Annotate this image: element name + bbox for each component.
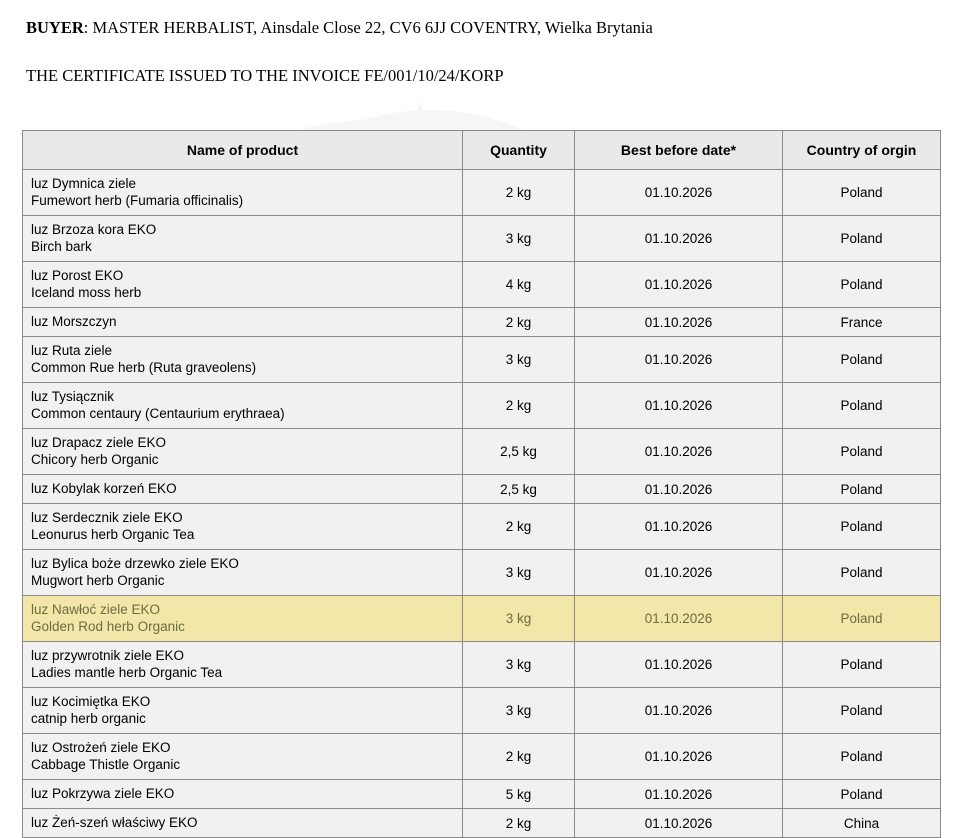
- cell-quantity: 2 kg: [463, 504, 575, 550]
- product-name-english: Golden Rod herb Organic: [31, 619, 185, 634]
- table-row: [23, 642, 941, 688]
- cell-best-before-date: 01.10.2026: [575, 170, 783, 216]
- cell-best-before-date: 01.10.2026: [575, 475, 783, 504]
- product-name-polish: luz Brzoza kora EKO: [31, 222, 157, 237]
- cell-best-before-date: 01.10.2026: [575, 262, 783, 308]
- product-name-polish: luz Pokrzywa ziele EKO: [31, 786, 175, 801]
- table-row: [23, 688, 941, 734]
- cell-product-name: [23, 429, 463, 475]
- product-name-polish: luz Drapacz ziele EKO: [31, 435, 167, 450]
- product-name-polish: luz Dymnica ziele: [31, 176, 137, 191]
- cell-best-before-date: 01.10.2026: [575, 216, 783, 262]
- product-name-english: Common centaury (Centaurium erythraea): [31, 406, 285, 421]
- cell-quantity: 5 kg: [463, 780, 575, 809]
- cell-product-name: [23, 308, 463, 337]
- table-row: [23, 734, 941, 780]
- product-name-polish: luz przywrotnik ziele EKO: [31, 648, 185, 663]
- cell-country-of-origin: Poland: [783, 596, 941, 642]
- cell-quantity: 4 kg: [463, 262, 575, 308]
- cell-product-name: [23, 809, 463, 838]
- product-name-polish: luz Kocimiętka EKO: [31, 694, 151, 709]
- cell-product-name: [23, 504, 463, 550]
- cell-country-of-origin: Poland: [783, 216, 941, 262]
- cell-product-name: [23, 337, 463, 383]
- cell-country-of-origin: Poland: [783, 475, 941, 504]
- cell-best-before-date: 01.10.2026: [575, 809, 783, 838]
- product-name-english: Fumewort herb (Fumaria officinalis): [31, 193, 244, 208]
- cell-product-name: [23, 262, 463, 308]
- cell-best-before-date: 01.10.2026: [575, 429, 783, 475]
- cell-best-before-date: 01.10.2026: [575, 383, 783, 429]
- cell-quantity: 2 kg: [463, 383, 575, 429]
- buyer-line: [26, 18, 942, 38]
- cell-quantity: 3 kg: [463, 337, 575, 383]
- column-header-quantity: Quantity: [463, 131, 575, 170]
- cell-best-before-date: 01.10.2026: [575, 550, 783, 596]
- buyer-details: : MASTER HERBALIST, Ainsdale Close 22, CV6 6JJ COVENTRY, Wielka Brytania: [83, 18, 653, 37]
- product-name-english: Cabbage Thistle Organic: [31, 757, 181, 772]
- cell-quantity: 3 kg: [463, 642, 575, 688]
- cell-best-before-date: 01.10.2026: [575, 337, 783, 383]
- table-row: [23, 383, 941, 429]
- buyer-label: BUYER: [26, 18, 84, 37]
- cell-quantity: 3 kg: [463, 550, 575, 596]
- column-header-best-before: Best before date*: [575, 131, 783, 170]
- column-header-name: Name of product: [23, 131, 463, 170]
- product-name-english: Leonurus herb Organic Tea: [31, 527, 195, 542]
- cell-best-before-date: 01.10.2026: [575, 734, 783, 780]
- cell-country-of-origin: France: [783, 308, 941, 337]
- product-name-polish: luz Kobylak korzeń EKO: [31, 481, 177, 496]
- cell-product-name: [23, 688, 463, 734]
- product-name-english: catnip herb organic: [31, 711, 146, 726]
- product-name-polish: luz Nawłoć ziele EKO: [31, 602, 161, 617]
- table-row: [23, 429, 941, 475]
- cell-country-of-origin: China: [783, 809, 941, 838]
- product-name-polish: luz Porost EKO: [31, 268, 124, 283]
- product-name-polish: luz Serdecznik ziele EKO: [31, 510, 183, 525]
- cell-quantity: 2,5 kg: [463, 475, 575, 504]
- product-name-english: Chicory herb Organic: [31, 452, 159, 467]
- table-header-row: [23, 131, 941, 170]
- cell-country-of-origin: Poland: [783, 337, 941, 383]
- table-row: [23, 809, 941, 838]
- cell-country-of-origin: Poland: [783, 550, 941, 596]
- table-row: [23, 475, 941, 504]
- table-row: [23, 216, 941, 262]
- cell-product-name: [23, 596, 463, 642]
- cell-country-of-origin: Poland: [783, 383, 941, 429]
- cell-product-name: [23, 475, 463, 504]
- column-header-country: Country of orgin: [783, 131, 941, 170]
- cell-country-of-origin: Poland: [783, 170, 941, 216]
- product-name-english: Mugwort herb Organic: [31, 573, 165, 588]
- table-row: [23, 170, 941, 216]
- cell-quantity: 3 kg: [463, 596, 575, 642]
- product-name-polish: luz Morszczyn: [31, 314, 117, 329]
- cell-product-name: [23, 170, 463, 216]
- cell-country-of-origin: Poland: [783, 734, 941, 780]
- cell-country-of-origin: Poland: [783, 429, 941, 475]
- product-name-polish: luz Tysiącznik: [31, 389, 115, 404]
- cell-product-name: [23, 734, 463, 780]
- cell-best-before-date: 01.10.2026: [575, 596, 783, 642]
- cell-country-of-origin: Poland: [783, 780, 941, 809]
- table-row: [23, 596, 941, 642]
- cell-product-name: [23, 550, 463, 596]
- cell-quantity: 3 kg: [463, 216, 575, 262]
- table-row: [23, 504, 941, 550]
- products-table-body: [23, 170, 941, 838]
- product-name-polish: luz Bylica boże drzewko ziele EKO: [31, 556, 239, 571]
- cell-quantity: 2 kg: [463, 809, 575, 838]
- products-table: [22, 130, 941, 838]
- table-row: [23, 550, 941, 596]
- table-row: [23, 780, 941, 809]
- product-name-english: Ladies mantle herb Organic Tea: [31, 665, 223, 680]
- cell-best-before-date: 01.10.2026: [575, 308, 783, 337]
- product-name-polish: luz Żeń-szeń właściwy EKO: [31, 815, 198, 830]
- cell-quantity: 2,5 kg: [463, 429, 575, 475]
- cell-quantity: 2 kg: [463, 308, 575, 337]
- product-name-polish: luz Ruta ziele: [31, 343, 113, 358]
- cell-best-before-date: 01.10.2026: [575, 780, 783, 809]
- cell-best-before-date: 01.10.2026: [575, 642, 783, 688]
- cell-quantity: 2 kg: [463, 170, 575, 216]
- cell-country-of-origin: Poland: [783, 642, 941, 688]
- cell-best-before-date: 01.10.2026: [575, 688, 783, 734]
- table-row: [23, 308, 941, 337]
- cell-quantity: 2 kg: [463, 734, 575, 780]
- cell-country-of-origin: Poland: [783, 688, 941, 734]
- product-name-polish: luz Ostrożeń ziele EKO: [31, 740, 171, 755]
- certificate-invoice-line: THE CERTIFICATE ISSUED TO THE INVOICE FE/001/10/24/KORP: [26, 66, 504, 85]
- product-name-english: Common Rue herb (Ruta graveolens): [31, 360, 257, 375]
- table-row: [23, 262, 941, 308]
- product-name-english: Iceland moss herb: [31, 285, 142, 300]
- cell-country-of-origin: Poland: [783, 262, 941, 308]
- cell-quantity: 3 kg: [463, 688, 575, 734]
- cell-product-name: [23, 780, 463, 809]
- cell-product-name: [23, 642, 463, 688]
- product-name-english: Birch bark: [31, 239, 92, 254]
- cell-product-name: [23, 216, 463, 262]
- cell-best-before-date: 01.10.2026: [575, 504, 783, 550]
- cell-product-name: [23, 383, 463, 429]
- cell-country-of-origin: Poland: [783, 504, 941, 550]
- table-row: [23, 337, 941, 383]
